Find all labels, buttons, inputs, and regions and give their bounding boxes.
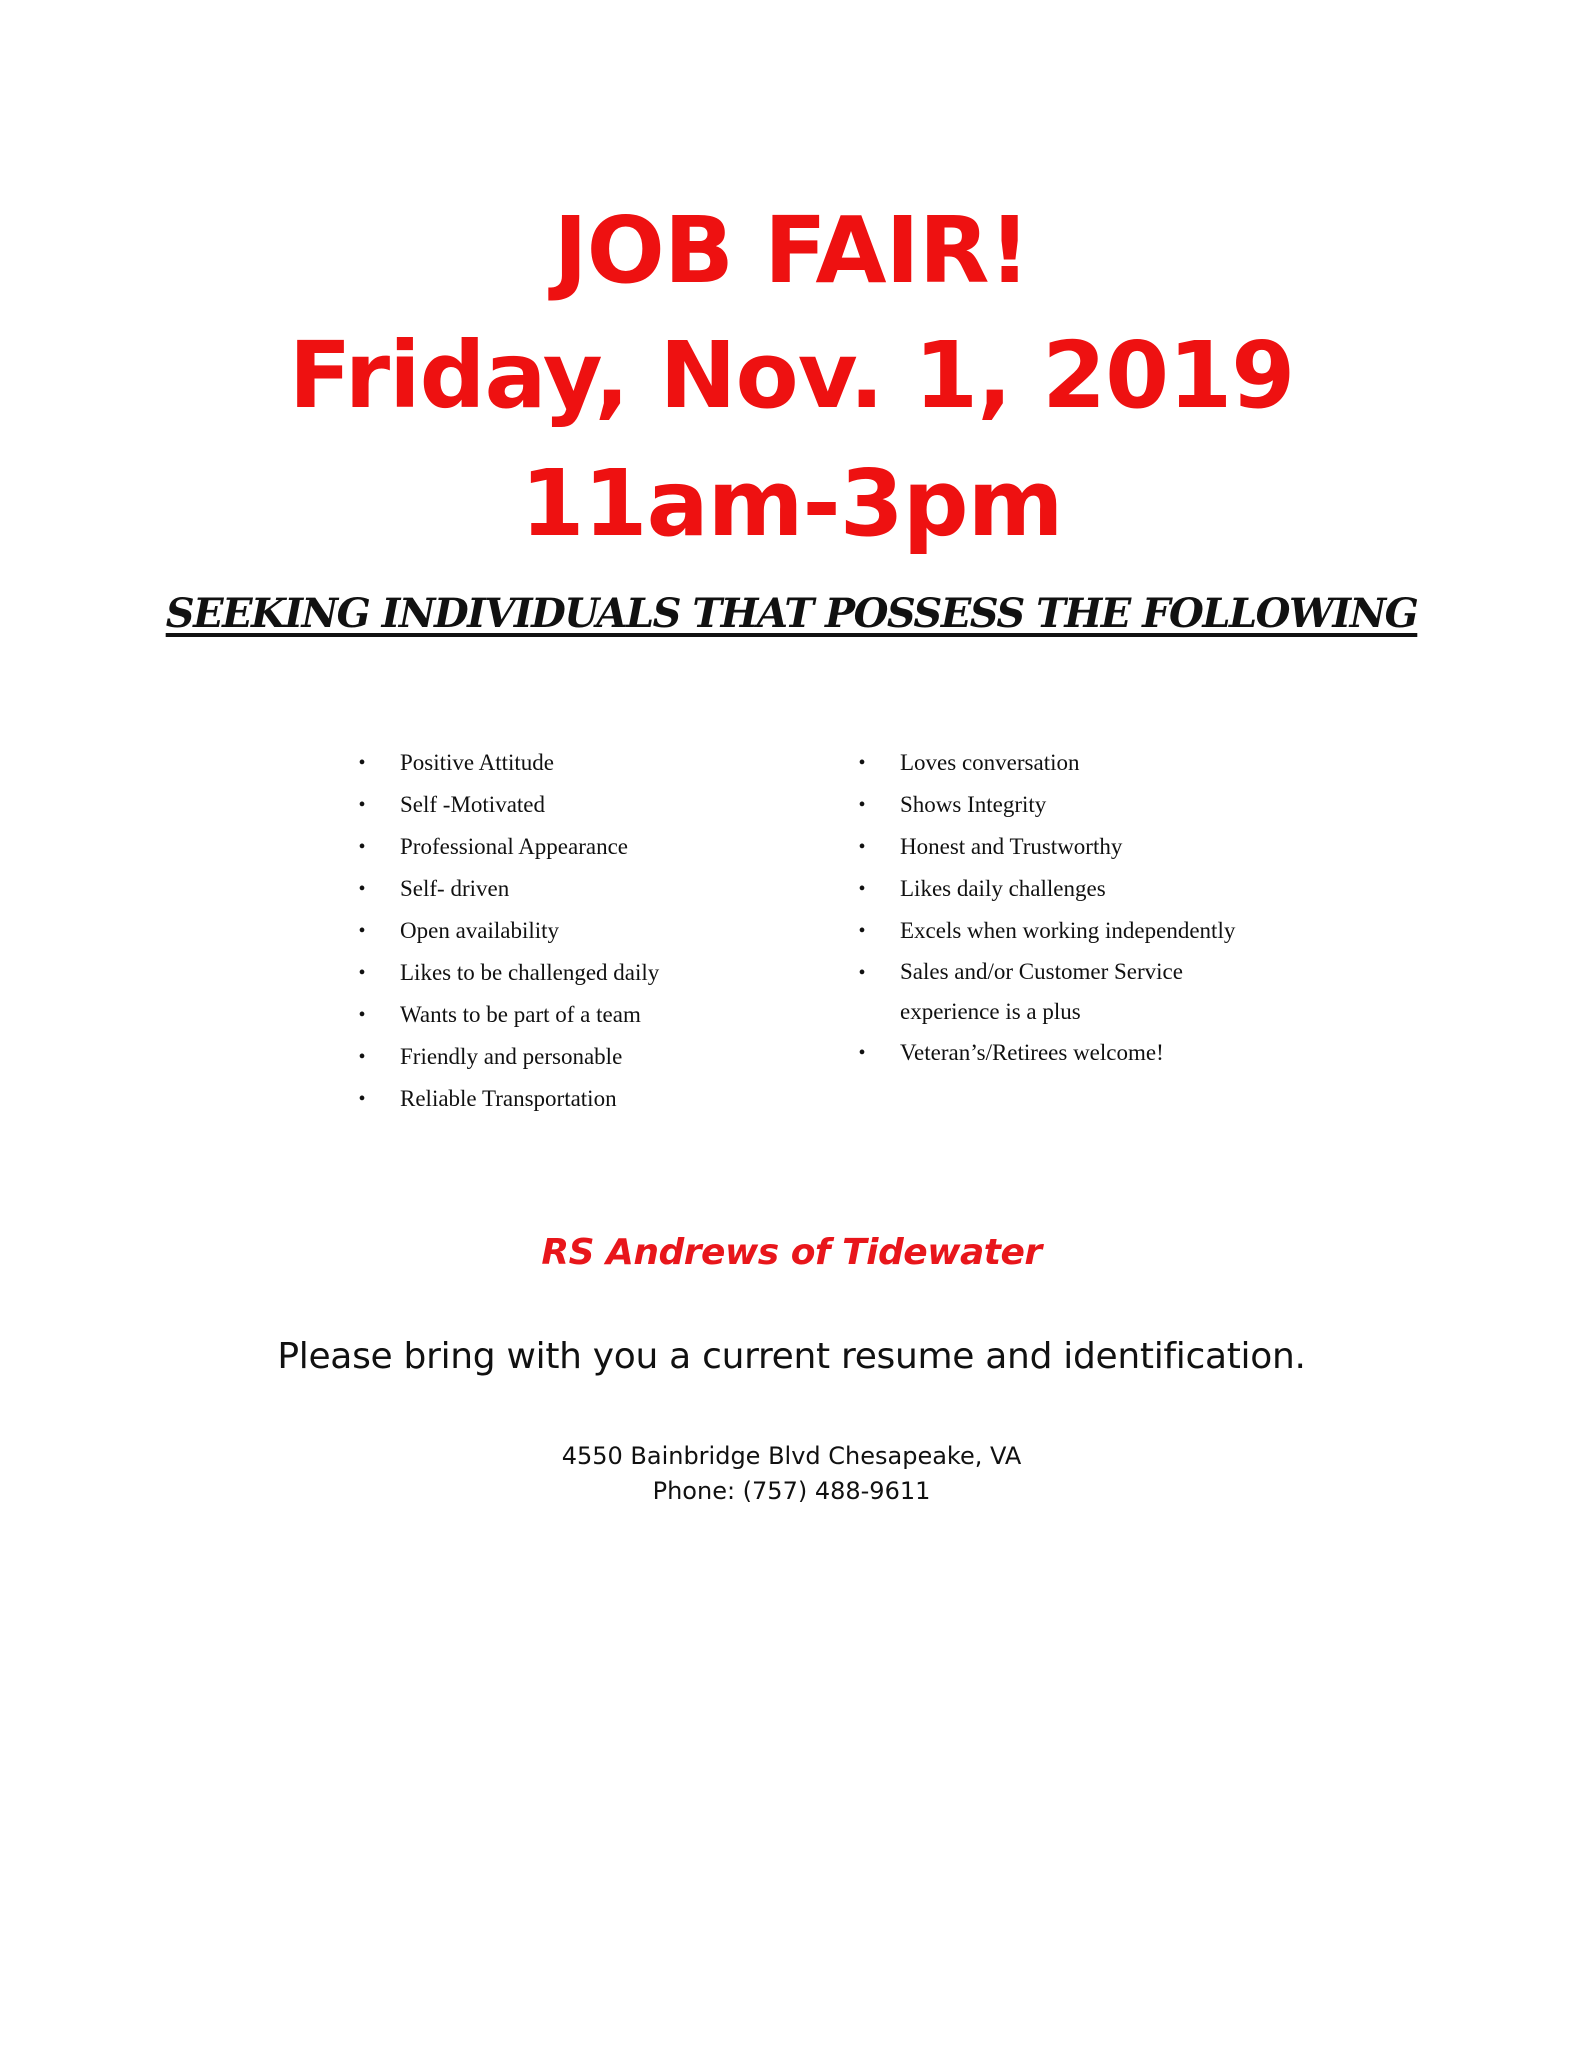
bullet-icon: •	[358, 962, 366, 984]
bullet-icon: •	[358, 920, 366, 942]
list-item	[352, 994, 812, 1036]
instructions-text: Please bring with you a current resume and identification.	[277, 1336, 1306, 1377]
quality-text: Likes to be challenged daily	[400, 960, 660, 985]
list-item	[352, 868, 812, 910]
bullet-icon: •	[858, 752, 866, 774]
quality-text: Excels when working independently	[900, 918, 1236, 943]
list-item	[852, 784, 1372, 826]
bullet-icon: •	[858, 962, 866, 984]
headline-date: Friday, Nov. 1, 2019	[288, 322, 1295, 429]
list-item	[852, 826, 1372, 868]
bullet-icon: •	[358, 1088, 366, 1110]
bullet-icon: •	[858, 836, 866, 858]
list-item	[852, 910, 1372, 952]
bullet-icon: •	[858, 1042, 866, 1064]
list-item	[352, 784, 812, 826]
quality-text: Sales and/or Customer Service experience is a plus	[900, 959, 1183, 1024]
quality-text: Veteran’s/Retirees welcome!	[900, 1040, 1164, 1065]
quality-text: Loves conversation	[900, 750, 1080, 775]
bullet-icon: •	[858, 920, 866, 942]
quality-text: Self- driven	[400, 876, 510, 901]
quality-text: Self -Motivated	[400, 792, 545, 817]
quality-text: Honest and Trustworthy	[900, 834, 1123, 859]
qualities-list-right	[852, 742, 1372, 1074]
bullet-icon: •	[358, 1046, 366, 1068]
quality-text: Wants to be part of a team	[400, 1002, 641, 1027]
quality-text: Open availability	[400, 918, 560, 943]
bullet-icon: •	[858, 794, 866, 816]
list-item	[352, 826, 812, 868]
list-item	[352, 1078, 812, 1120]
bullet-icon: •	[358, 878, 366, 900]
company-name: RS Andrews of Tidewater	[541, 1232, 1042, 1273]
bullet-icon: •	[858, 878, 866, 900]
qualities-list-left	[352, 742, 812, 1120]
quality-text: Professional Appearance	[400, 834, 629, 859]
bullet-icon: •	[358, 1004, 366, 1026]
seeking-subheading: SEEKING INDIVIDUALS THAT POSSESS THE FOLLOWING	[165, 590, 1418, 637]
quality-text: Reliable Transportation	[400, 1086, 617, 1111]
list-item	[852, 952, 1200, 1032]
list-item	[352, 742, 812, 784]
quality-text: Friendly and personable	[400, 1044, 623, 1069]
quality-text: Shows Integrity	[900, 792, 1047, 817]
quality-text: Likes daily challenges	[900, 876, 1106, 901]
list-item	[852, 742, 1372, 784]
list-item	[352, 1036, 812, 1078]
headline-title: JOB FAIR!	[553, 197, 1030, 304]
phone-text: Phone: (757) 488-9611	[652, 1477, 931, 1505]
list-item	[852, 1032, 1372, 1074]
list-item	[352, 910, 812, 952]
headline-time: 11am-3pm	[520, 450, 1063, 557]
address-text: 4550 Bainbridge Blvd Chesapeake, VA	[561, 1442, 1022, 1470]
bullet-icon: •	[358, 752, 366, 774]
quality-text: Positive Attitude	[400, 750, 554, 775]
list-item	[352, 952, 812, 994]
bullet-icon: •	[358, 794, 366, 816]
list-item	[852, 868, 1372, 910]
bullet-icon: •	[358, 836, 366, 858]
